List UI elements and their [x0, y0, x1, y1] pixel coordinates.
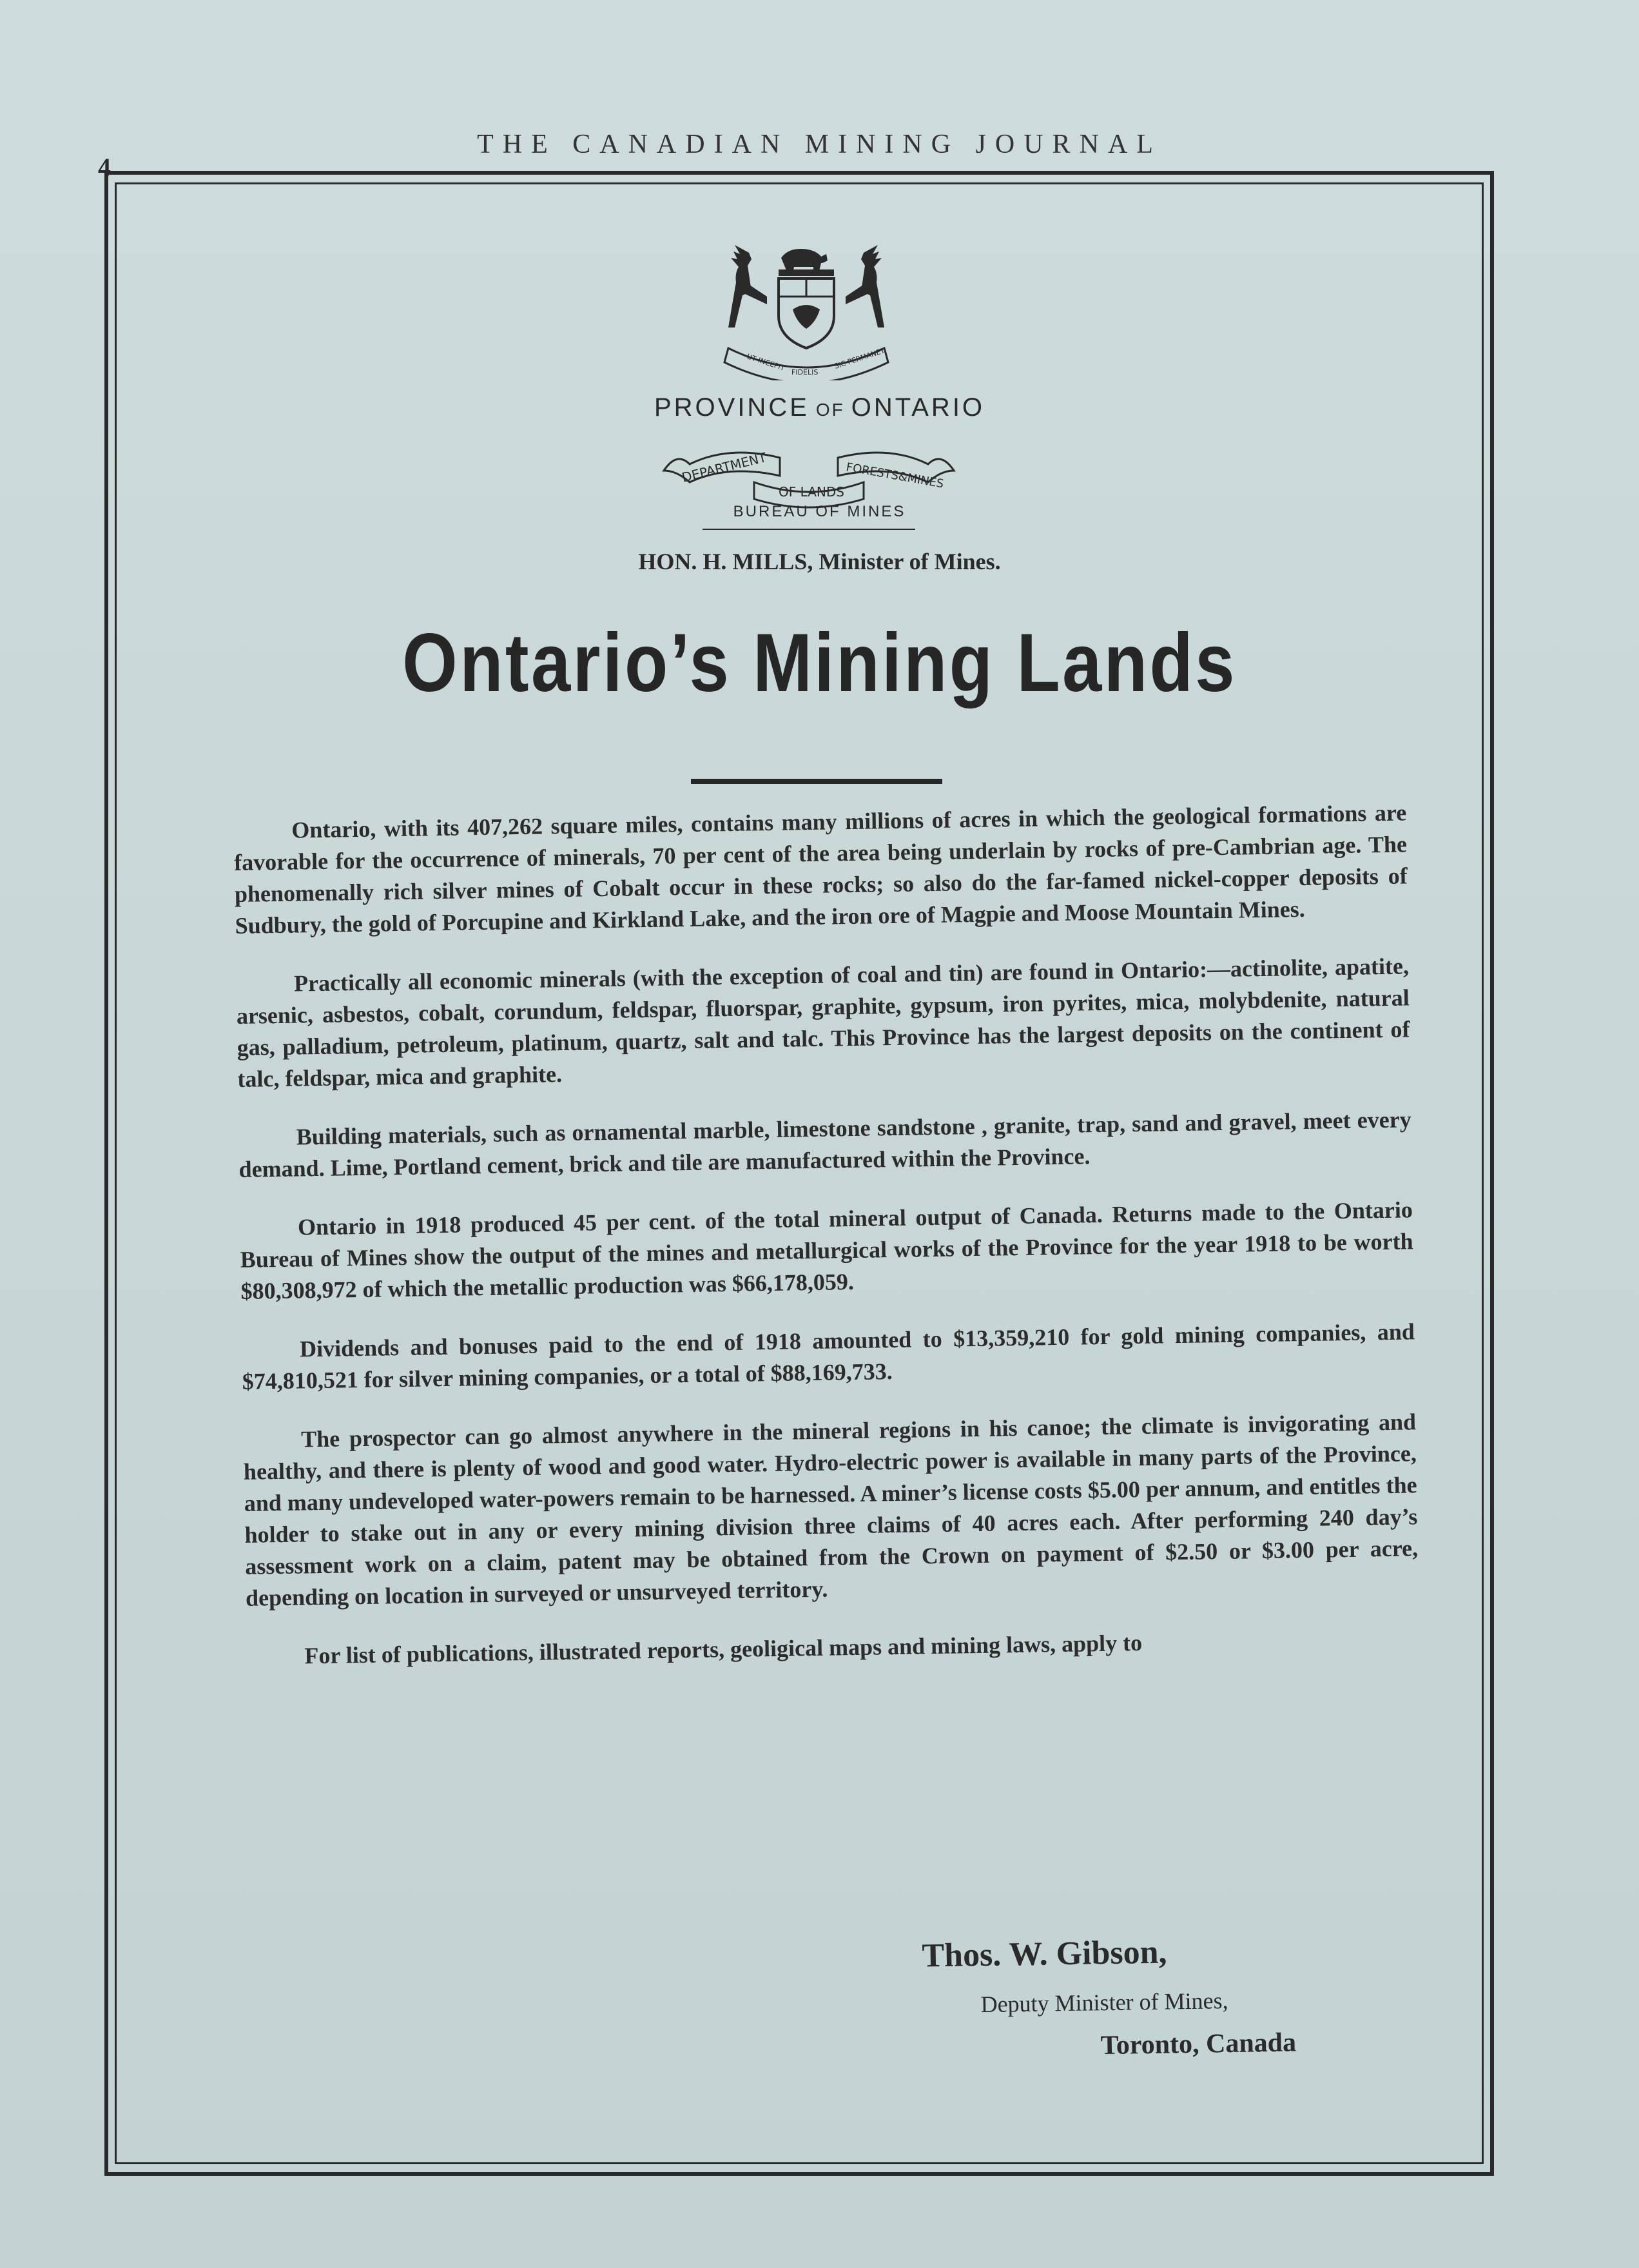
bureau-rule: [703, 529, 915, 530]
running-head: THE CANADIAN MINING JOURNAL: [477, 130, 1162, 159]
signature-block: [902, 1930, 1394, 2064]
body-text: [233, 797, 1420, 1699]
province-word: PROVINCE: [654, 393, 810, 422]
paragraph-publications: For list of publications, illustrated reports, geoligical maps and mining laws, apply to: [304, 1630, 1143, 1669]
paragraph-building-materials: Building materials, such as ornamental marble, limestone sandstone , granite, trap, sand and gravel, meet every demand. Lime, Portland cement, brick and tile are manufactured within the Province.: [238, 1106, 1411, 1182]
dept-center-label: OF LANDS: [779, 484, 844, 500]
province-of: OF: [815, 400, 845, 420]
signatory-name: Thos. W. Gibson,: [922, 1933, 1167, 1975]
dept-left-label: DEPARTMENT: [680, 449, 768, 485]
paragraph-prospector: The prospector can go almost anywhere in the mineral regions in his canoe; the climate is invigorating and healthy, and there is plenty of wood and good water. Hydro-electric power is available in many parts of the Province, and many undeveloped water-powers remain to be harnessed. A miner’s license costs $5.00 per annum, and entitles the holder to stake out in any or every mining division three claims of 40 acres each. After performing 240 day’s assessment work on a claim, patent may be obtained from the Crown on payment of $2.50 or $3.00 per acre, depending on location in surveyed or unsurveyed territory.: [243, 1409, 1419, 1611]
paragraph-minerals: Practically all economic minerals (with the exception of coal and tin) are found in Ontario:—actinolite, apatite, arsenic, asbestos, cobalt, corundum, feldspar, fluorspar, graphite, gypsum, iron pyrites, mica, molybdenite, natural gas, palladium, petroleum, platinum, quartz, salt and talc. This Province has the largest deposits on the continent of talc, feldspar, mica and graphite.: [236, 953, 1410, 1092]
province-heading: [0, 393, 1639, 422]
title-rule: [691, 779, 942, 784]
province-name: ONTARIO: [851, 393, 985, 422]
signatory-place: Toronto, Canada: [1100, 2028, 1297, 2061]
paragraph-area: Ontario, with its 407,262 square miles, contains many millions of acres in which the geological formations are favorable for the occurrence of minerals, 70 per cent of the area being underlain by rocks of pre-Cambrian age. The phenomenally rich silver mines of Cobalt occur in these rocks; so also do the far-famed nickel-copper deposits of Sudbury, the gold of Porcupine and Kirkland Lake, and the iron ore of Magpie and Moose Mountain Mines.: [233, 799, 1408, 939]
svg-text:SIC PERMANET: SIC PERMANET: [833, 346, 886, 371]
dept-right-label: FORESTS&MINES: [845, 460, 945, 491]
bureau-label: BUREAU OF MINES: [733, 503, 906, 520]
paragraph-dividends: Dividends and bonuses paid to the end of 1918 amounted to $13,359,210 for gold mining companies, and $74,810,521 for silver mining companies, or a total of $88,169,733.: [242, 1318, 1415, 1394]
paragraph-output: Ontario in 1918 produced 45 per cent. of the total mineral output of Canada. Returns made to the Ontario Bureau of Mines show the output of the mines and metallurgical works of the Province for the year 1918 to be worth $80,308,972 of which the metallic production was $66,178,059.: [240, 1197, 1413, 1304]
page-title: Ontario’s Mining Lands: [402, 617, 1237, 709]
signatory-title: Deputy Minister of Mines,: [980, 1988, 1228, 2018]
svg-text:FIDELIS: FIDELIS: [791, 368, 819, 376]
coat-of-arms-icon: [709, 232, 902, 380]
minister-line: HON. H. MILLS, Minister of Mines.: [638, 549, 1001, 574]
svg-text:UT INCEPIT: UT INCEPIT: [746, 352, 786, 373]
department-ribbon: [657, 432, 960, 509]
page-number: 4: [98, 153, 111, 182]
